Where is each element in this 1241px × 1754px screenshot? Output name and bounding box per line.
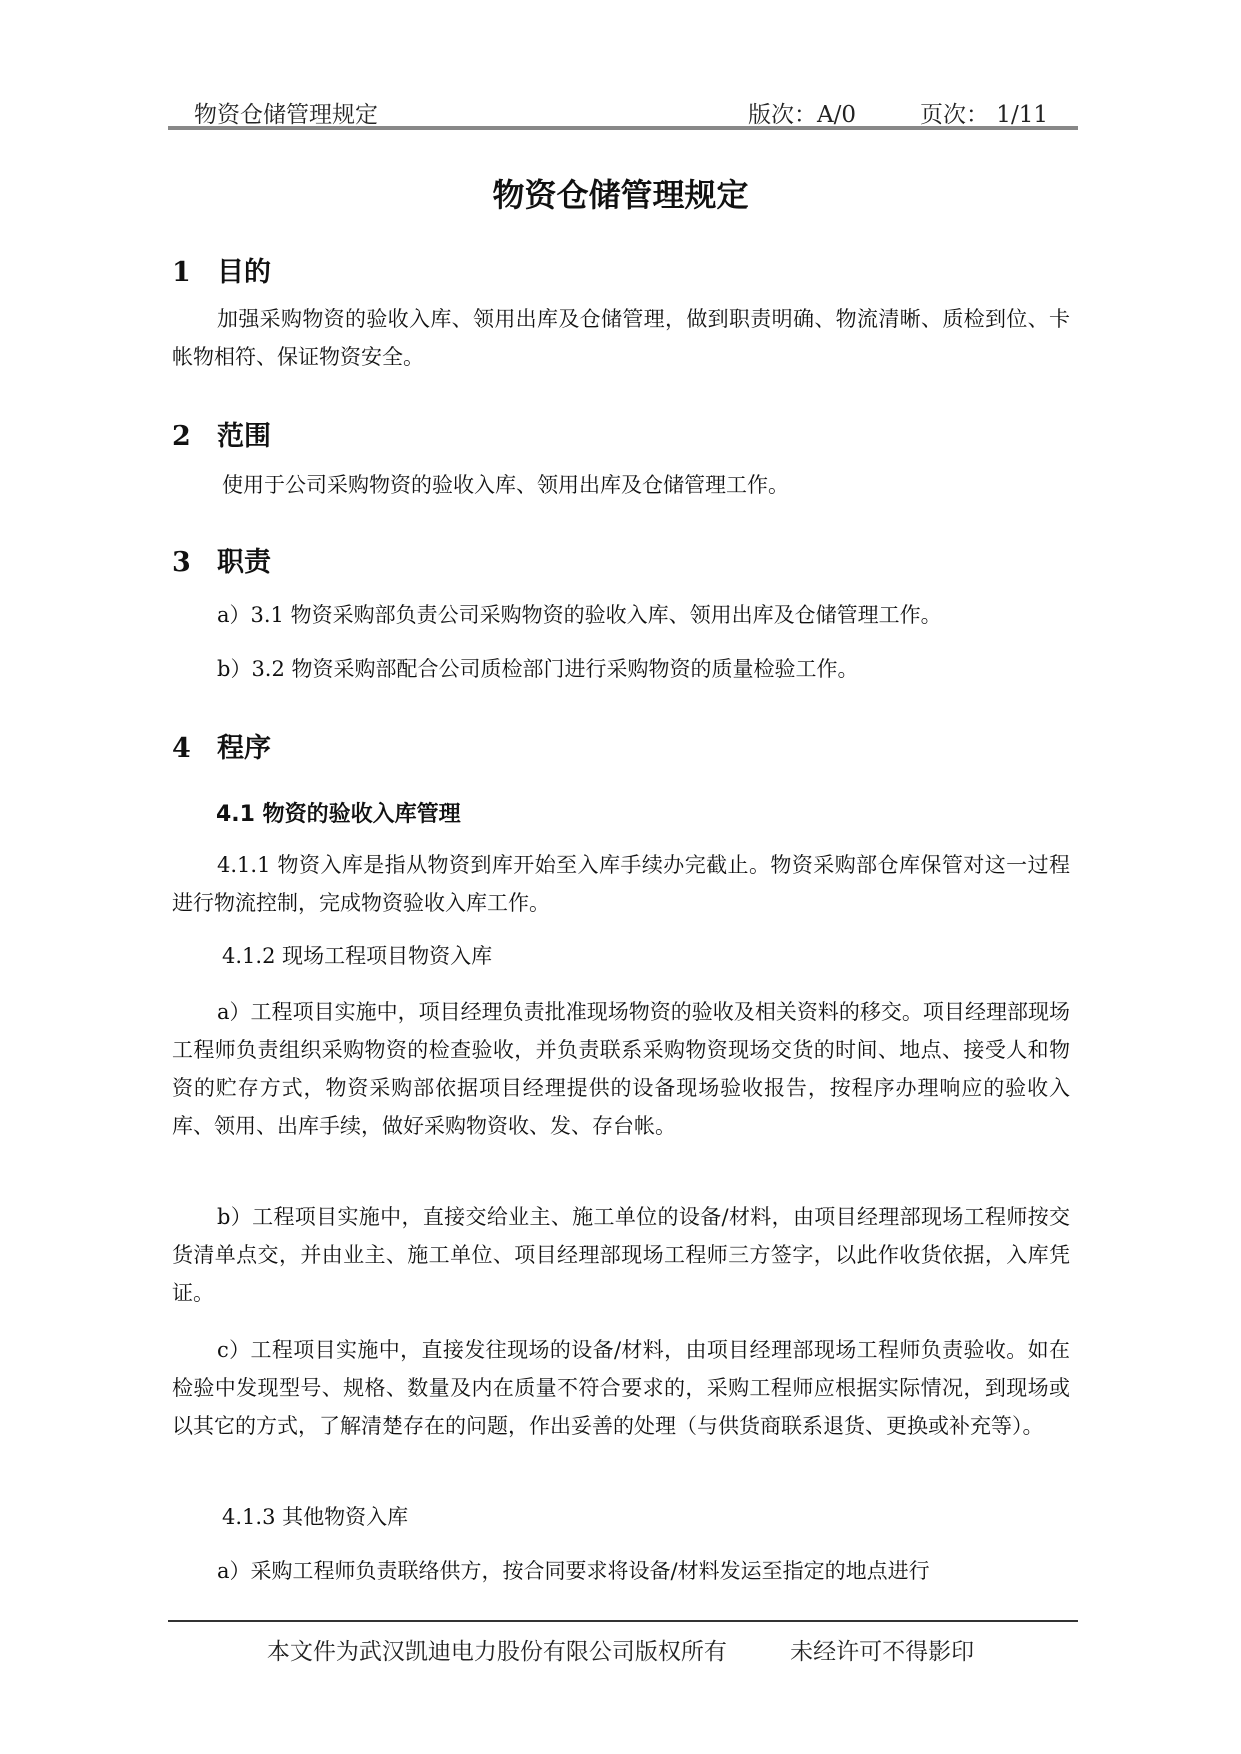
paragraph-4-1-2-a: a）工程项目实施中，项目经理负责批准现场物资的验收及相关资料的移交。项目经理部现场工程师负责组织采购物资的检查验收，并负责联系采购物资现场交货的时间、地点、接受人和物资的贮存方式，物资采购部依据项目经理提供的设备现场验收报告，按程序办理响应的验收入库、领用、出库手续，做好采购物资收、发、存台帐。 [172,1000,1070,1138]
section-title: 程序 [217,733,271,764]
section-title: 目的 [217,257,271,288]
footer-divider [168,1620,1078,1622]
paragraph-4-1-2-c: c）工程项目实施中，直接发往现场的设备/材料，由项目经理部现场工程师负责验收。如在检验中发现型号、规格、数量及内在质量不符合要求的，采购工程师应根据实际情况，到现场或以其它的方式，了解清楚存在的问题，作出妥善的处理（与供货商联系退货、更换或补充等）。 [172,1338,1070,1438]
purpose-paragraph: 加强采购物资的验收入库、领用出库及仓储管理，做到职责明确、物流清晰、质检到位、卡帐物相符、保证物资安全。 [172,307,1070,369]
header-divider [168,126,1078,130]
header-title: 物资仓储管理规定 [194,102,378,128]
section-heading-purpose [172,250,271,289]
section-number: 3 [172,547,191,578]
section-number: 2 [172,421,191,452]
responsibility-item-b: b）3.2 物资采购部配合公司质检部门进行采购物资的质量检验工作。 [217,657,859,681]
document-title: 物资仓储管理规定 [492,176,749,214]
section-number: 4 [172,733,191,764]
section-heading-scope [172,414,271,453]
paragraph-4-1-3: 4.1.3 其他物资入库 [222,1505,409,1529]
paragraph-4-1-3-a: a）采购工程师负责联络供方，按合同要求将设备/材料发运至指定的地点进行 [217,1559,930,1583]
page-header [168,90,1078,126]
paragraph-4-1-2: 4.1.2 现场工程项目物资入库 [222,944,493,968]
section-title: 范围 [217,421,271,452]
footer-notice: 未经许可不得影印 [790,1639,975,1665]
paragraph-4-1-2-b: b）工程项目实施中，直接交给业主、施工单位的设备/材料，由项目经理部现场工程师按交货清单点交，并由业主、施工单位、项目经理部现场工程师三方签字，以此作收货依据，入库凭证。 [172,1205,1070,1305]
section-number: 1 [172,257,191,288]
paragraph-4-1-1: 4.1.1 物资入库是指从物资到库开始至入库手续办完截止。物资采购部仓库保管对这一过程进行物流控制，完成物资验收入库工作。 [172,853,1070,915]
header-version: 版次：A/0 [748,102,856,128]
page-footer [0,1633,1241,1666]
section-title: 职责 [217,547,271,578]
header-page-number: 页次： 1/11 [920,102,1048,128]
section-heading-responsibilities [172,540,271,579]
footer-copyright: 本文件为武汉凯迪电力股份有限公司版权所有 [266,1639,727,1665]
scope-paragraph: 使用于公司采购物资的验收入库、领用出库及仓储管理工作。 [222,473,789,497]
subsection-heading-4-1: 4.1 物资的验收入库管理 [216,802,461,827]
section-heading-procedure [172,726,271,765]
responsibility-item-a: a）3.1 物资采购部负责公司采购物资的验收入库、领用出库及仓储管理工作。 [217,603,942,627]
